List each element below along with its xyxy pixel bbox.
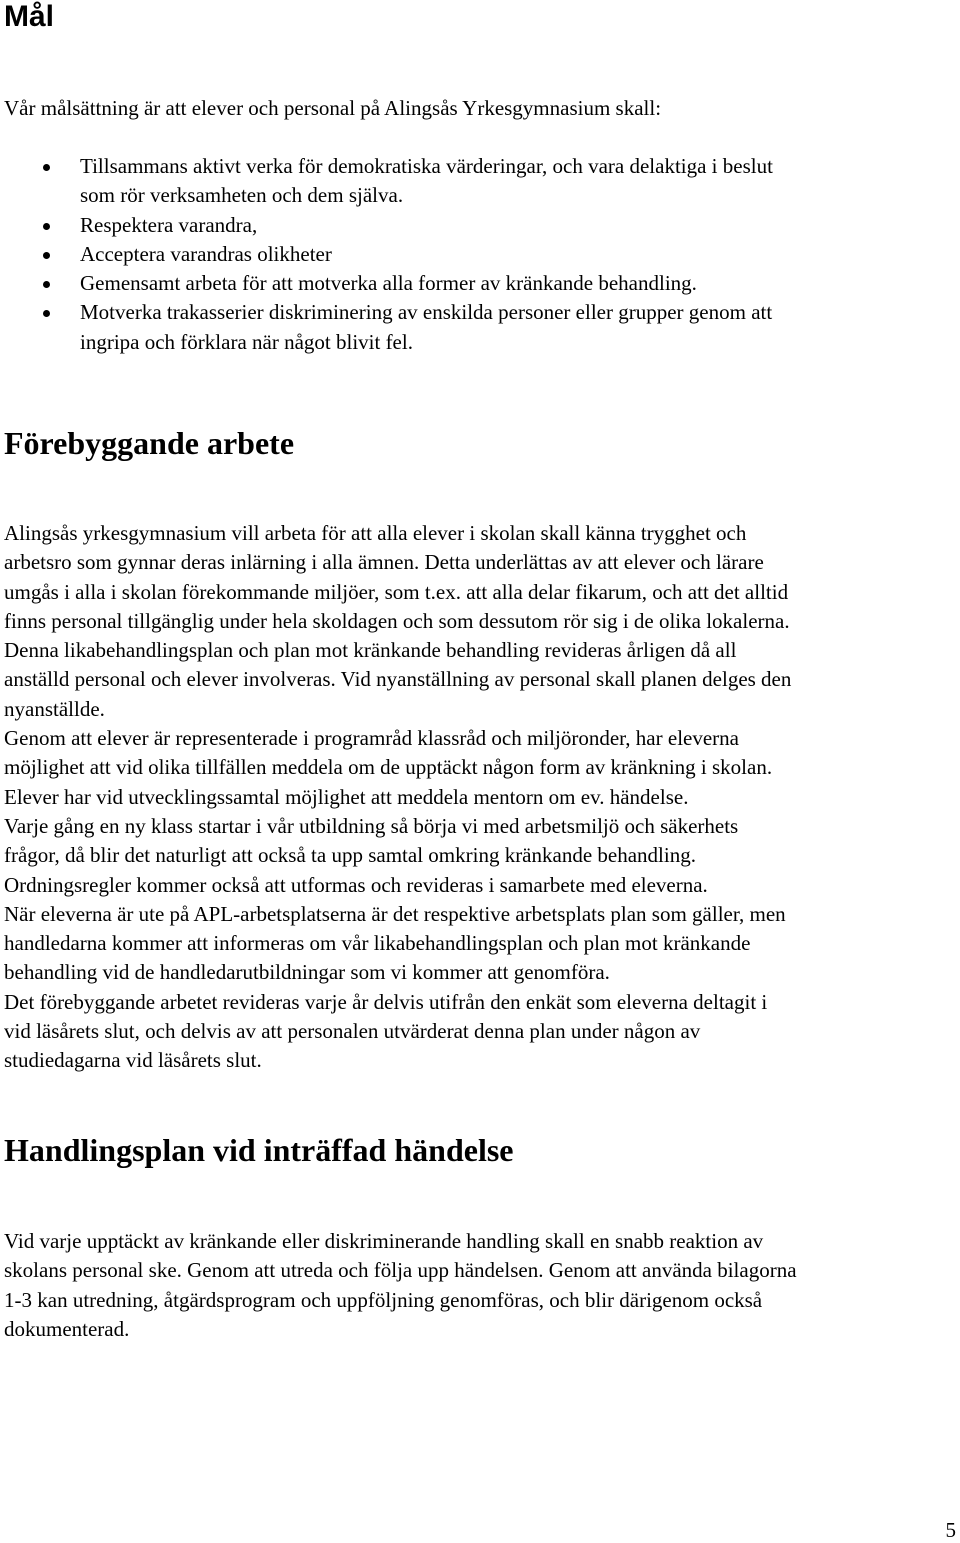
bullet-item	[0, 152, 960, 211]
text-line: nyanställde.	[4, 696, 105, 721]
goals-bullet-list	[0, 152, 960, 357]
text-line: umgås i alla i skolan förekommande miljöer, som t.ex. att alla delar fikarum, och att det alltid	[4, 579, 789, 604]
text-line: dokumenterad.	[4, 1316, 130, 1341]
handlingsplan-paragraph	[4, 1227, 797, 1344]
bullet-item	[0, 269, 960, 298]
intro-paragraph	[4, 94, 661, 123]
bullet-line: Acceptera varandras olikheter	[80, 241, 332, 266]
bullet-line: Gemensamt arbeta för att motverka alla former av kränkande behandling.	[80, 271, 697, 296]
text-line: Ordningsregler kommer också att utformas och revideras i samarbete med eleverna.	[4, 872, 708, 897]
text-line: Alingsås yrkesgymnasium vill arbeta för att alla elever i skolan skall känna trygghet och	[4, 521, 747, 545]
forebyggande-paragraph	[4, 519, 791, 1076]
bullet-item	[0, 211, 960, 240]
text-line: skolans personal ske. Genom att utreda och följa upp händelsen. Genom att använda bilagorna	[4, 1258, 797, 1283]
text-line: frågor, då blir det naturligt att också ta upp samtal omkring kränkande behandling.	[4, 843, 696, 868]
bullet-dot-icon	[43, 164, 50, 171]
bullet-dot-icon	[43, 310, 50, 317]
heading-mal: Mål	[4, 0, 55, 33]
heading-forebyggande: Förebyggande arbete	[4, 425, 295, 461]
bullet-line: som rör verksamheten och dem själva.	[80, 183, 404, 208]
text-line: Denna likabehandlingsplan och plan mot kränkande behandling revideras årligen då all	[4, 638, 737, 663]
text-line: Elever har vid utvecklingssamtal möjlighet att meddela mentorn om ev. händelse.	[4, 784, 689, 809]
intro-text: Vår målsättning är att elever och personal på Alingsås Yrkesgymnasium skall:	[4, 96, 662, 120]
bullet-line: Motverka trakasserier diskriminering av enskilda personer eller grupper genom att	[80, 300, 773, 325]
text-line: möjlighet att vid olika tillfällen meddela om de upptäckt någon form av kränkning i skolan.	[4, 755, 773, 780]
heading-handlingsplan: Handlingsplan vid inträffad händelse	[4, 1132, 514, 1168]
text-line: 1-3 kan utredning, åtgärdsprogram och uppföljning genomföras, och blir därigenom också	[4, 1287, 763, 1312]
bullet-dot-icon	[43, 281, 50, 288]
text-line: Genom att elever är representerade i programråd klassråd och miljöronder, har eleverna	[4, 726, 739, 751]
text-line: vid läsårets slut, och delvis av att personalen utvärderat denna plan under någon av	[4, 1019, 701, 1044]
text-line: När eleverna är ute på APL-arbetsplatserna är det respektive arbetsplats plan som gäller, men	[4, 901, 786, 926]
page-number: 5	[945, 1518, 956, 1542]
bullet-line: Respektera varandra,	[80, 212, 258, 237]
text-line: studiedagarna vid läsårets slut.	[4, 1048, 262, 1073]
text-line: handledarna kommer att informeras om vår likabehandlingsplan och plan mot kränkande	[4, 931, 751, 956]
bullet-line: ingripa och förklara när något blivit fel.	[80, 329, 413, 354]
bullet-dot-icon	[43, 223, 50, 230]
text-line: Varje gång en ny klass startar i vår utbildning så börja vi med arbetsmiljö och säkerhets	[4, 813, 739, 838]
text-line: finns personal tillgänglig under hela skoldagen och som dessutom rör sig i de olika lokalerna.	[4, 608, 790, 633]
bullet-dot-icon	[43, 252, 50, 259]
bullet-line: Tillsammans aktivt verka för demokratiska värderingar, och vara delaktiga i beslut	[80, 154, 773, 178]
bullet-item	[0, 240, 960, 269]
text-line: Vid varje upptäckt av kränkande eller diskriminerande handling skall en snabb reaktion av	[4, 1229, 764, 1253]
text-line: arbetsro som gynnar deras inlärning i alla ämnen. Detta underlättas av att elever och lärare	[4, 550, 764, 575]
text-line: Det förebyggande arbetet revideras varje år delvis utifrån den enkät som eleverna deltagit i	[4, 989, 768, 1014]
text-line: anställd personal och elever involveras. Vid nyanställning av personal skall planen delges den	[4, 667, 792, 692]
text-line: behandling vid de handledarutbildningar som vi kommer att genomföra.	[4, 960, 610, 985]
bullet-item	[0, 298, 960, 357]
